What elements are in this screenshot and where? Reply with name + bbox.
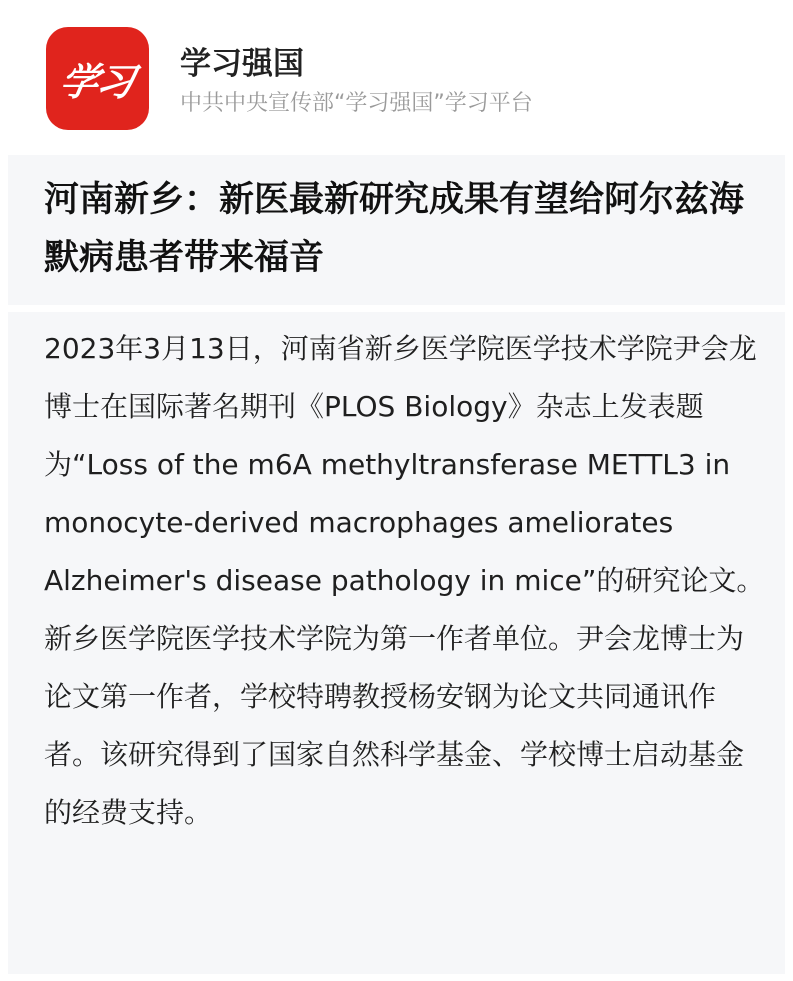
article-title: 河南新乡：新医最新研究成果有望给阿尔兹海默病患者带来福音 [44, 180, 745, 278]
app-subtitle: 中共中央宣传部“学习强国”学习平台 [180, 91, 533, 116]
title-section [8, 155, 785, 305]
source-header [0, 0, 793, 150]
article-body-section [8, 312, 785, 974]
logo-text: 学习 [56, 59, 137, 104]
article-body-text: 2023年3月13日，河南省新乡医学院医学技术学院尹会龙博士在国际著名期刊《PLOS Biology》杂志上发表题为“Loss of the m6A methyltransferase METTL3 in monocyte-derived macrophages ameliorates Alzheimer's disease pathology in mice”的研究论文。新乡医学院医学技术学院为第一作者单位。尹会龙博士为论文第一作者，学校特聘教授杨安钢为论文共同通讯作者。该研究得到了国家自然科学基金、学校博士启动基金的经费支持。 [44, 332, 765, 829]
app-name[interactable]: 学习强国 [180, 46, 304, 82]
xuexi-logo-icon[interactable] [46, 27, 149, 130]
